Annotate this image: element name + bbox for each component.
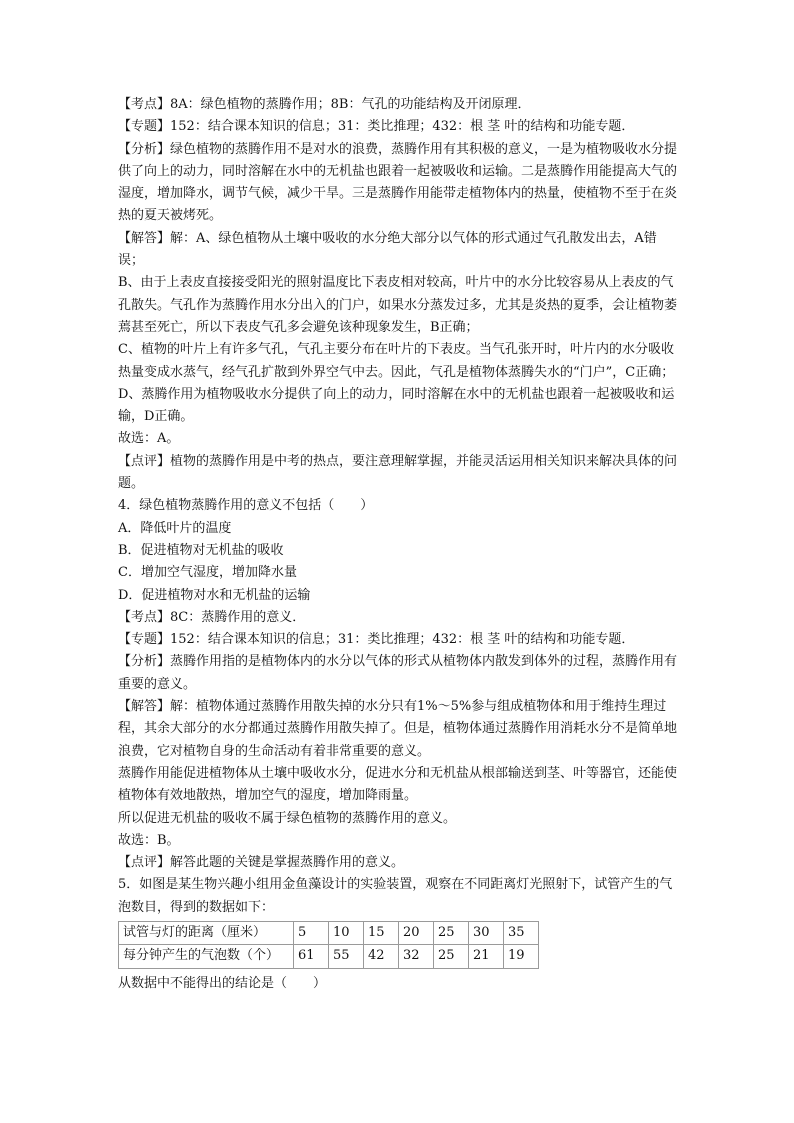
table-cell: 21	[469, 945, 504, 968]
table-cell: 25	[434, 945, 469, 968]
data-table	[118, 921, 539, 969]
row-header-cell: 每分钟产生的气泡数（个）	[119, 945, 294, 968]
table-row	[119, 945, 539, 968]
table-cell: 32	[399, 945, 434, 968]
paragraph: C、植物的叶片上有许多气孔，气孔主要分布在叶片的下表皮。当气孔张开时，叶片内的水分吸收热量变成水蒸气，经气孔扩散到外界空气中去。因此，气孔是植物体蒸腾失水的“门户”，C正确；	[118, 342, 675, 380]
table-cell: 19	[504, 945, 539, 968]
paragraph: 故选：B。	[118, 832, 180, 848]
paragraph: 【点评】解答此题的关键是掌握蒸腾作用的意义。	[118, 855, 405, 871]
table-cell: 61	[294, 945, 329, 968]
paragraph: 【解答】解：A、绿色植物从土壤中吸收的水分绝大部分以气体的形式通过气孔散发出去，A错误；	[118, 230, 657, 269]
paragraph: A．降低叶片的温度	[118, 520, 232, 536]
paragraph: 蒸腾作用能促进植物体从土壤中吸收水分，促进水分和无机盐从根部输送到茎、叶等器官，还能使植物体有效地散热，增加空气的湿度，增加降雨量。	[118, 765, 678, 804]
table-row	[119, 921, 539, 944]
paragraph: C．增加空气湿度，增加降水量	[118, 565, 297, 581]
table-cell: 5	[294, 921, 329, 944]
table-cell: 15	[364, 921, 399, 944]
table-cell: 25	[434, 921, 469, 944]
paragraph: D、蒸腾作用为植物吸收水分提供了向上的动力，同时溶解在水中的无机盐也跟着一起被吸收和运输，D正确。	[118, 386, 675, 425]
paragraph: 【分析】蒸腾作用指的是植物体内的水分以气体的形式从植物体内散发到体外的过程，蒸腾作用有重要的意义。	[118, 654, 678, 692]
paragraph: B、由于上表皮直接接受阳光的照射温度比下表皮相对较高，叶片中的水分比较容易从上表皮的气孔散失。气孔作为蒸腾作用水分出入的门户，如果水分蒸发过多，尤其是炎热的夏季，会让植物萎蔫甚至死亡，所以下表皮气孔多会避免该种现象发生，B正确；	[118, 275, 678, 335]
table-cell: 20	[399, 921, 434, 944]
paragraph: 故选：A。	[118, 431, 180, 447]
row-header-cell: 试管与灯的距离（厘米）	[119, 921, 294, 944]
paragraph: 【专题】152：结合课本知识的信息；31：类比推理；432：根 茎 叶的结构和功能专题．	[118, 632, 635, 648]
table-cell: 42	[364, 945, 399, 968]
document-page	[118, 94, 678, 995]
paragraph: 4．绿色植物蒸腾作用的意义不包括（ ）	[118, 498, 374, 514]
paragraph: 所以促进无机盐的吸收不属于绿色植物的蒸腾作用的意义。	[118, 810, 457, 826]
table-cell: 55	[329, 945, 364, 968]
paragraph-list	[118, 94, 678, 919]
table-cell: 30	[469, 921, 504, 944]
paragraph: 【点评】植物的蒸腾作用是中考的热点，要注意理解掌握，并能灵活运用相关知识来解决具体的问题。	[118, 453, 678, 492]
question-prompt: 从数据中不能得出的结论是（ ）	[118, 975, 327, 991]
paragraph: 5．如图是某生物兴趣小组用金鱼藻设计的实验装置，观察在不同距离灯光照射下，试管产生的气泡数目，得到的数据如下：	[118, 877, 673, 915]
table-cell: 10	[329, 921, 364, 944]
paragraph: 【考点】8A：绿色植物的蒸腾作用；8B：气孔的功能结构及开闭原理．	[118, 97, 531, 112]
paragraph: 【分析】绿色植物的蒸腾作用不是对水的浪费，蒸腾作用有其积极的意义，一是为植物吸收水分提供了向上的动力，同时溶解在水中的无机盐也跟着一起被吸收和运输。二是蒸腾作用能提高大气的湿度，增加降水，调节气候，减少干旱。三是蒸腾作用能带走植物体内的热量，使植物不至于在炎热的夏天被烤死。	[118, 141, 678, 224]
paragraph: 【解答】解：植物体通过蒸腾作用散失掉的水分只有1%～5%参与组成植物体和用于维持生理过程，其余大部分的水分都通过蒸腾作用散失掉了。但是，植物体通过蒸腾作用消耗水分不是简单地浪费，它对植物自身的生命活动有着非常重要的意义。	[118, 699, 678, 759]
paragraph: 【专题】152：结合课本知识的信息；31：类比推理；432：根 茎 叶的结构和功能专题．	[118, 119, 635, 135]
table-cell: 35	[504, 921, 539, 944]
paragraph: B．促进植物对无机盐的吸收	[118, 542, 284, 558]
paragraph: D．促进植物对水和无机盐的运输	[118, 587, 311, 603]
paragraph: 【考点】8C：蒸腾作用的意义．	[118, 609, 306, 625]
